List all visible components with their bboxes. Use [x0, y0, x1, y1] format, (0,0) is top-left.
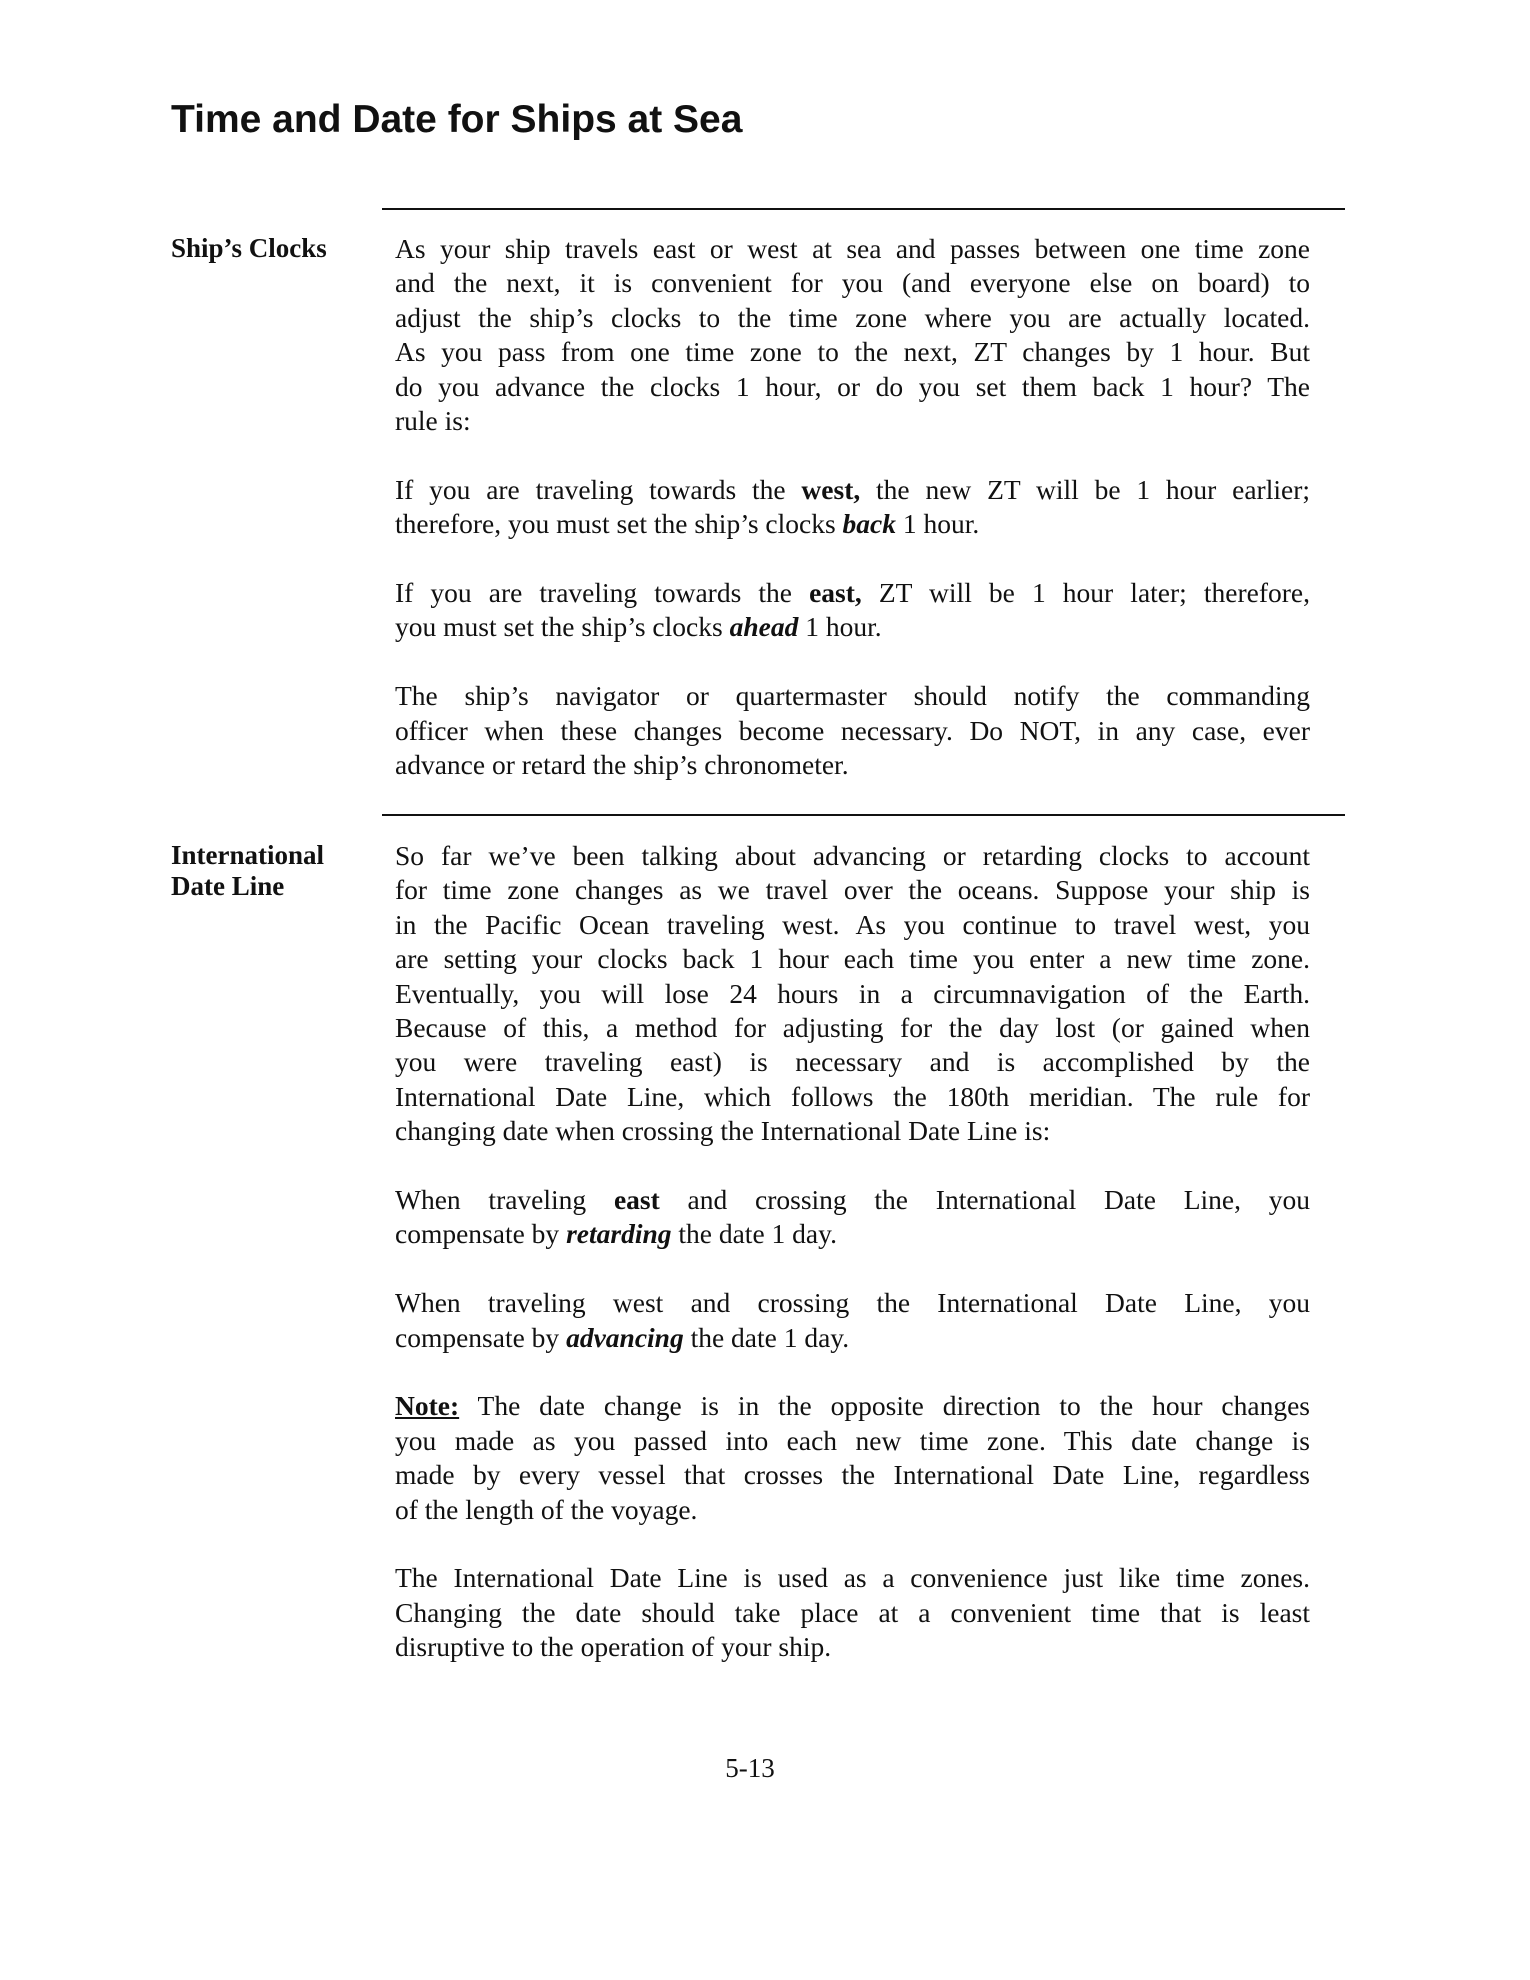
text-line [395, 1286, 1310, 1320]
text-line [395, 232, 1310, 266]
text-line [395, 1217, 1310, 1251]
text-run: When traveling west and crossing the International Date Line, you [395, 1287, 1310, 1319]
paragraph [395, 1286, 1310, 1355]
text-line [395, 610, 1310, 644]
text-run: in the Pacific Ocean traveling west. As you continue to travel west, you [395, 908, 1310, 940]
text-run: for time zone changes as we travel over the oceans. Suppose your ship is [395, 874, 1310, 906]
text-run: you were traveling east) is necessary and is accomplished by the [395, 1046, 1310, 1078]
text-run: So far we’ve been talking about advancing or retarding clocks to account [395, 840, 1310, 871]
text-run: If you are traveling towards the [395, 577, 810, 609]
text-line [395, 576, 1310, 610]
emphasis-text: retarding [566, 1218, 672, 1250]
text-line [395, 1493, 1310, 1527]
text-run: the date 1 day. [683, 1321, 850, 1353]
text-run: As your ship travels east or west at sea and passes between one time zone [395, 233, 1310, 264]
text-run: you must set the ship’s clocks [395, 611, 730, 643]
text-run: The ship’s navigator or quartermaster should notify the commanding [395, 680, 1310, 712]
section-label-international-date-line: International Date Line [171, 840, 325, 901]
emphasis-text: advancing [566, 1321, 684, 1353]
emphasis-text: Note: [395, 1390, 460, 1422]
paragraph [395, 679, 1310, 782]
text-run: 1 hour. [798, 611, 882, 643]
paragraph [395, 1561, 1310, 1664]
text-line [395, 873, 1310, 907]
text-run: The International Date Line is used as a convenience just like time zones. [395, 1562, 1310, 1594]
section-label-ships-clocks: Ship’s Clocks [171, 233, 327, 263]
text-line [395, 1561, 1310, 1595]
section-body-ships-clocks [395, 232, 1310, 817]
section-divider [382, 208, 1345, 210]
text-run: advance or retard the ship’s chronometer. [395, 749, 849, 781]
section-divider [382, 814, 1345, 816]
text-line [395, 977, 1310, 1011]
emphasis-text: ahead [729, 611, 799, 643]
text-run: When traveling [395, 1184, 614, 1216]
text-run: compensate by [395, 1218, 567, 1250]
text-line [395, 266, 1310, 300]
text-line [395, 370, 1310, 404]
text-run: and crossing the International Date Line, you [659, 1184, 1310, 1216]
text-run: The date change is in the opposite direction to the hour changes [459, 1390, 1310, 1422]
emphasis-text: back [842, 508, 897, 540]
text-run: If you are traveling towards the [395, 473, 802, 505]
page-number: 5-13 [725, 1753, 775, 1783]
text-run: Changing the date should take place at a convenient time that is least [395, 1596, 1310, 1628]
text-line [395, 1114, 1310, 1148]
text-run: compensate by [395, 1321, 567, 1353]
text-line [395, 335, 1310, 369]
text-line [395, 1596, 1310, 1630]
text-run: As you pass from one time zone to the next, ZT changes by 1 hour. But [395, 336, 1310, 368]
text-run: Eventually, you will lose 24 hours in a circumnavigation of the Earth. [395, 977, 1310, 1009]
text-run: 1 hour. [896, 508, 980, 540]
text-line [395, 1011, 1310, 1045]
text-run: do you advance the clocks 1 hour, or do you set them back 1 hour? The [395, 370, 1310, 402]
text-run: changing date when crossing the International Date Line is: [395, 1115, 1051, 1147]
text-line [395, 1321, 1310, 1355]
text-line [395, 1045, 1310, 1079]
section-body-international-date-line [395, 839, 1310, 1699]
text-line [395, 679, 1310, 713]
text-line [395, 908, 1310, 942]
text-run: rule is: [395, 405, 471, 437]
text-run: the new ZT will be 1 hour earlier; [860, 473, 1310, 505]
text-line [395, 1424, 1310, 1458]
page-title: Time and Date for Ships at Sea [171, 98, 743, 141]
text-run: adjust the ship’s clocks to the time zone where you are actually located. [395, 301, 1310, 333]
text-line [395, 714, 1310, 748]
paragraph [395, 576, 1310, 645]
paragraph [395, 473, 1310, 542]
text-line [395, 1183, 1310, 1217]
paragraph [395, 1389, 1310, 1527]
paragraph [395, 1183, 1310, 1252]
text-run: you made as you passed into each new time zone. This date change is [395, 1424, 1310, 1456]
text-run: the date 1 day. [671, 1218, 837, 1250]
paragraph [395, 839, 1310, 1149]
text-line [395, 1080, 1310, 1114]
text-run: of the length of the voyage. [395, 1493, 698, 1525]
text-run: International Date Line, which follows the 180th meridian. The rule for [395, 1080, 1310, 1112]
text-run: are setting your clocks back 1 hour each time you enter a new time zone. [395, 943, 1310, 975]
text-line [395, 1458, 1310, 1492]
text-run: therefore, you must set the ship’s clocks [395, 508, 843, 540]
text-run: ZT will be 1 hour later; therefore, [861, 577, 1310, 609]
emphasis-text: east, [809, 577, 862, 609]
text-line [395, 1389, 1310, 1423]
text-run: Because of this, a method for adjusting for the day lost (or gained when [395, 1012, 1310, 1044]
text-line [395, 942, 1310, 976]
text-line [395, 748, 1310, 782]
text-run: made by every vessel that crosses the International Date Line, regardless [395, 1459, 1310, 1491]
text-run: officer when these changes become necessary. Do NOT, in any case, ever [395, 714, 1310, 746]
text-line [395, 301, 1310, 335]
emphasis-text: east [613, 1184, 660, 1216]
text-line [395, 1630, 1310, 1664]
text-line [395, 839, 1310, 873]
text-run: and the next, it is convenient for you (and everyone else on board) to [395, 267, 1310, 299]
text-line [395, 404, 1310, 438]
emphasis-text: west, [801, 473, 861, 505]
text-line [395, 473, 1310, 507]
text-run: disruptive to the operation of your ship. [395, 1631, 832, 1663]
paragraph [395, 232, 1310, 438]
text-line [395, 507, 1310, 541]
